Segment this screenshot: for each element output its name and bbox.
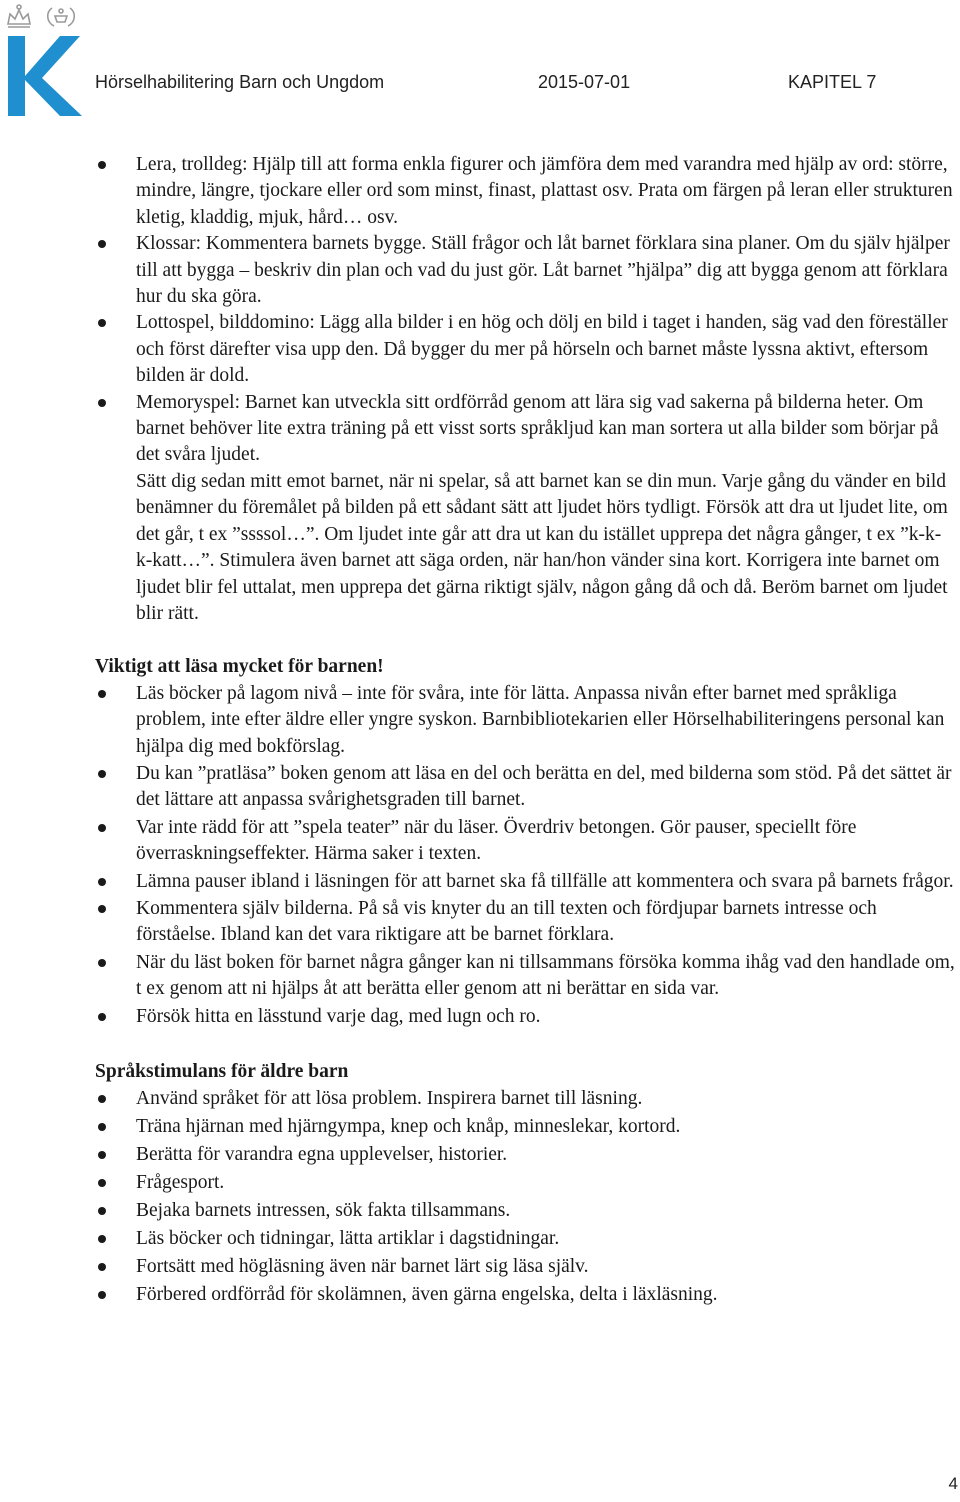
crown-icon: [8, 5, 30, 27]
list-item: Berätta för varandra egna upplevelser, historier.: [95, 1141, 957, 1169]
list-item: Förbered ordförråd för skolämnen, även gärna engelska, delta i läxläsning.: [95, 1281, 957, 1309]
list-item: Bejaka barnets intressen, sök fakta tillsammans.: [95, 1197, 957, 1225]
bullet-icon: [98, 690, 106, 698]
header-date: 2015-07-01: [538, 72, 631, 92]
bullet-icon: [98, 1151, 106, 1159]
bullet-icon: [98, 1123, 106, 1131]
bullet-icon: [98, 399, 106, 407]
section-heading-older-children: Språkstimulans för äldre barn: [95, 1061, 349, 1082]
bullet-icon: [98, 1179, 106, 1187]
header-chapter: KAPITEL 7: [788, 72, 877, 92]
list-item: När du läst boken för barnet några gånger kan ni tillsammans försöka komma ihåg vad den handlade om, t ex genom att ni hjälps åt att berätta eller genom att ni berättar en sida var.: [95, 950, 957, 1003]
bullet-icon: [98, 878, 106, 886]
older-children-list: [95, 1085, 957, 1309]
list-item: Du kan ”pratläsa” boken genom att läsa en del och berätta en del, med bilderna som stöd. På det sättet är det lättare att anpassa svårighetsgraden till barnet.: [95, 761, 957, 814]
list-item: Var inte rädd för att ”spela teater” när du läser. Överdriv betongen. Gör pauser, speciellt före överraskningseffekter. Härma saker i texten.: [95, 815, 957, 868]
list-item: Kommentera själv bilderna. På så vis knyter du an till texten och fördjupar barnets intresse och förståelse. Ibland kan det vara riktigare att be barnet förklara.: [95, 896, 957, 949]
list-item: Försök hitta en lässtund varje dag, med lugn och ro.: [95, 1004, 957, 1030]
list-item: Klossar: Kommentera barnets bygge. Ställ frågor och låt barnet förklara sina planer. Om du själv hjälper till att bygga – beskriv din plan och vad du just gör. Låt barnet ”hjälpa” dig att bygga genom att förklara hur du ska göra.: [95, 231, 957, 310]
bullet-icon: [98, 959, 106, 967]
list-item: Fortsätt med högläsning även när barnet lärt sig läsa själv.: [95, 1253, 957, 1281]
logo-k-letter: [8, 36, 82, 116]
header-title: Hörselhabilitering Barn och Ungdom: [95, 72, 385, 92]
list-item: Lera, trolldeg: Hjälp till att forma enkla figurer och jämföra dem med varandra med hjälp av ord: större, mindre, längre, tjockare eller ord som minst, finast, plattast osv. Prata om färgen på leran eller strukturen kletig, kladdig, mjuk, hård… osv.: [95, 152, 957, 231]
bullet-icon: [98, 1095, 106, 1103]
bullet-icon: [98, 161, 106, 169]
bullet-icon: [98, 1013, 106, 1021]
list-item: Frågesport.: [95, 1169, 957, 1197]
bullet-icon: [98, 1207, 106, 1215]
section-heading-reading: Viktigt att läsa mycket för barnen!: [95, 656, 384, 678]
karolinska-logo: [2, 2, 82, 118]
bullet-icon: [98, 824, 106, 832]
list-item: Lottospel, bilddomino: Lägg alla bilder i en hög och dölj en bild i taget i handen, säg vad den föreställer och först därefter visa upp den. Då bygger du mer på hörseln och barnet måste lyssna aktivt, eftersom bilden är dold.: [95, 310, 957, 389]
bullet-icon: [98, 240, 106, 248]
bullet-icon: [98, 319, 106, 327]
list-item: Memoryspel: Barnet kan utveckla sitt ordförråd genom att lära sig vad sakerna på bilderna heter. Om barnet behöver lite extra träning på ett visst sorts språkljud kan man sortera ut alla bilder som börjar på det svåra ljudet.: [95, 390, 957, 469]
bullet-icon: [98, 770, 106, 778]
page-header: [0, 0, 960, 120]
list-item: Träna hjärnan med hjärngympa, knep och knåp, minneslekar, kortord.: [95, 1113, 957, 1141]
list-item: Använd språket för att lösa problem. Inspirera barnet till läsning.: [95, 1085, 957, 1113]
wreath-icon: [48, 8, 75, 26]
bullet-icon: [98, 1263, 106, 1271]
memory-game-continuation: Sätt dig sedan mitt emot barnet, när ni spelar, så att barnet kan se din mun. Varje gång du vänder en bild benämner du föremålet på bilden på ett sådant sätt att ljudet hörs tydligt. Försök att dra ut ljudet lite, om det går, t ex ”ssssol…”. Om ljudet inte går att dra ut kan du istället upprepa det några gånger, t ex ”k-k-k-katt…”. Stimulera även barnet att säga orden, när han/hon vänder sina kort. Korrigera inte barnet om ljudet blir fel uttalat, men upprepa det gärna riktigt själv, någon gång då och då. Beröm barnet om ljudet blir rätt.: [136, 470, 948, 624]
document-body: [95, 152, 957, 1309]
activity-list: [95, 152, 957, 469]
bullet-icon: [98, 1291, 106, 1299]
bullet-icon: [98, 905, 106, 913]
list-item: Lämna pauser ibland i läsningen för att barnet ska få tillfälle att kommentera och svara på barnets frågor.: [95, 869, 957, 895]
list-item: Läs böcker och tidningar, lätta artiklar i dagstidningar.: [95, 1225, 957, 1253]
reading-tips-list: [95, 681, 957, 1030]
list-item: Läs böcker på lagom nivå – inte för svåra, inte för lätta. Anpassa nivån efter barnet med språkliga problem, inte efter äldre eller yngre syskon. Barnbibliotekarien eller Hörselhabiliteringens personal kan hjälpa dig med bokförslag.: [95, 681, 957, 760]
bullet-icon: [98, 1235, 106, 1243]
page-number: 4: [948, 1474, 958, 1493]
